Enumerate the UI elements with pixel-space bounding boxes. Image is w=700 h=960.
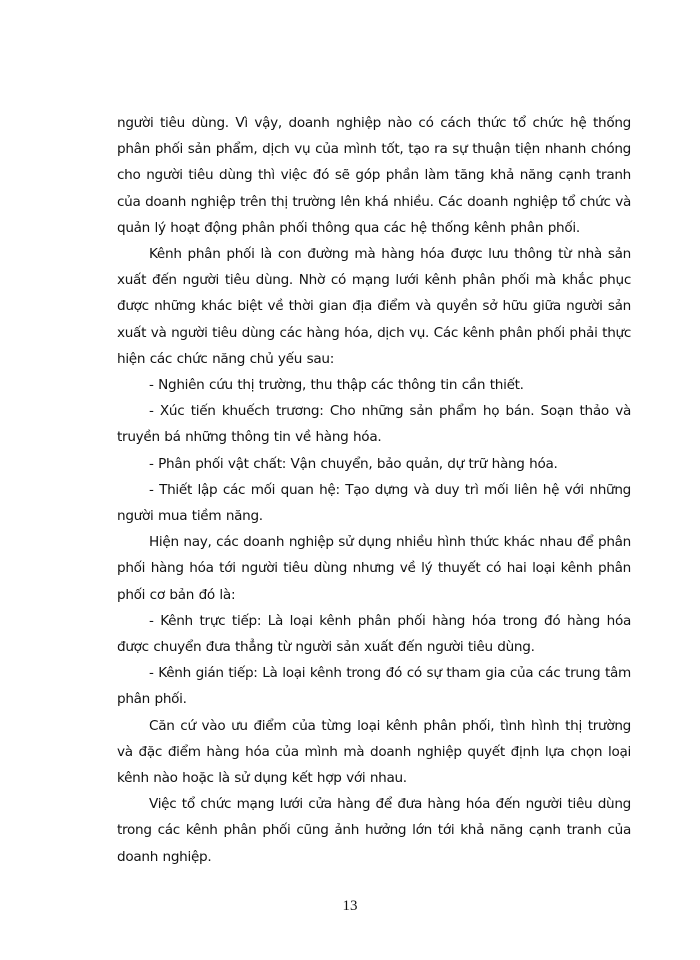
bullet-relationships: - Thiết lập các mối quan hệ: Tạo dựng và duy trì mối liên hệ với những người mua tiềm năng. — [117, 481, 631, 525]
paragraph-channel-selection: Căn cứ vào ưu điểm của từng loại kênh phân phối, tình hình thị trường và đặc điểm hàng hóa của mình mà doanh nghiệp quyết định lựa chọn loại kênh nào hoặc là sử dụng kết hợp với nhau. — [117, 717, 631, 787]
paragraph-channel-types: Hiện nay, các doanh nghiệp sử dụng nhiều hình thức khác nhau để phân phối hàng hóa tới người tiêu dùng nhưng về lý thuyết có hai loại kênh phân phối cơ bản đó là: — [117, 534, 631, 603]
bullet-indirect-channel: - Kênh gián tiếp: Là loại kênh trong đó có sự tham gia của các trung tâm phân phối. — [117, 665, 631, 708]
paragraph-continuation: người tiêu dùng. Vì vậy, doanh nghiệp nào có cách thức tổ chức hệ thống phân phối sản phẩm, dịch vụ của mình tốt, tạo ra sự thuận tiện nhanh chóng cho người tiêu dùng thì việc đó sẽ góp phần làm tăng khả năng cạnh tranh của doanh nghiệp trên thị trường lên khá nhiều. Các doanh nghiệp tổ chức và quản lý hoạt động phân phối thông qua các hệ thống kênh phân phối. — [117, 115, 631, 236]
bullet-physical-distribution: - Phân phối vật chất: Vận chuyển, bảo quản, dự trữ hàng hóa. — [149, 455, 558, 472]
bullet-direct-channel: - Kênh trực tiếp: Là loại kênh phân phối hàng hóa trong đó hàng hóa được chuyển đưa thẳng từ người sản xuất đến người tiêu dùng. — [117, 612, 631, 656]
page-number: 13 — [342, 898, 358, 914]
bullet-market-research: - Nghiên cứu thị trường, thu thập các thông tin cần thiết. — [149, 377, 524, 394]
bullet-promotion: - Xúc tiến khuếch trương: Cho những sản phẩm họ bán. Soạn thảo và truyền bá những thông tin về hàng hóa. — [117, 403, 631, 446]
paragraph-distribution-channel-definition: Kênh phân phối là con đường mà hàng hóa được lưu thông từ nhà sản xuất đến người tiêu dùng. Nhờ có mạng lưới kênh phân phối mà khắc phục được những khác biệt về thời gian địa điểm và quyền sở hữu giữa người sản xuất và người tiêu dùng các hàng hóa, dịch vụ. Các kênh phân phối phải thực hiện các chức năng chủ yếu sau: — [117, 246, 631, 367]
paragraph-store-network: Việc tổ chức mạng lưới cửa hàng để đưa hàng hóa đến người tiêu dùng trong các kênh phân phối cũng ảnh hưởng lớn tới khả năng cạnh tranh của doanh nghiệp. — [117, 796, 631, 865]
body-text — [117, 110, 631, 870]
